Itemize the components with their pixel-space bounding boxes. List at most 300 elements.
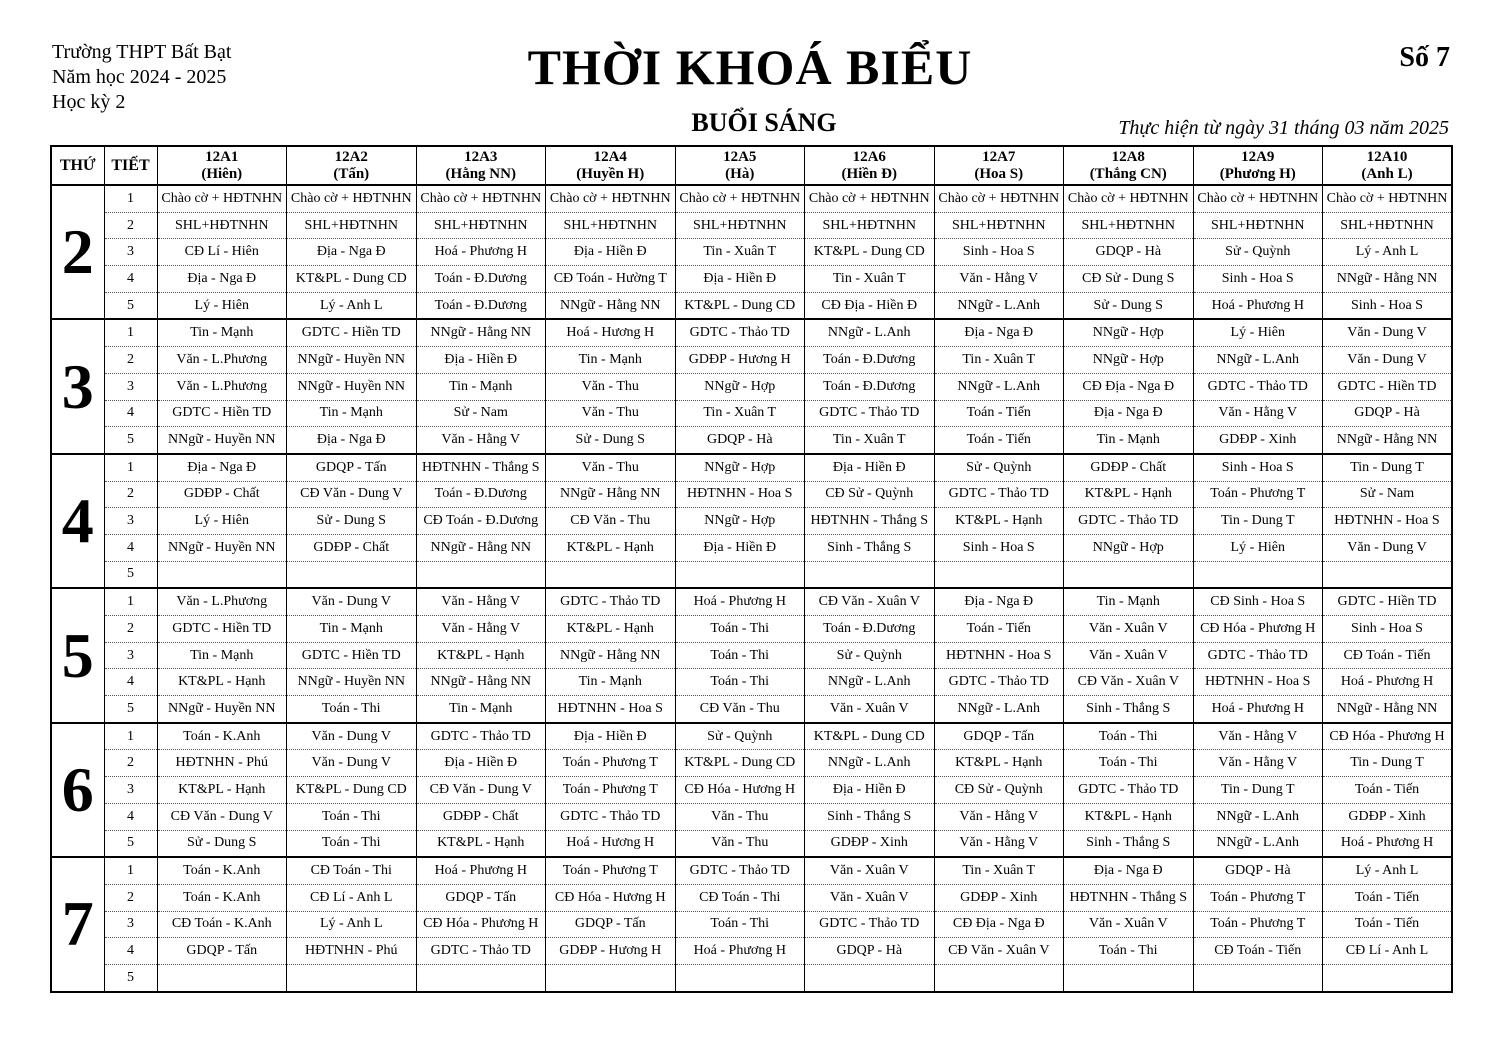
lesson-cell: Văn - Hằng V <box>934 830 1064 857</box>
lesson-cell: Tin - Xuân T <box>805 427 935 454</box>
period-cell: 4 <box>104 534 157 561</box>
day-cell: 7 <box>51 857 104 991</box>
lesson-cell: Văn - Dung V <box>287 588 417 615</box>
lesson-cell: HĐTNHN - Hoa S <box>1323 508 1453 535</box>
lesson-cell: GDTC - Thảo TD <box>934 669 1064 696</box>
lesson-cell: KT&PL - Hạnh <box>1064 481 1194 508</box>
lesson-cell: Toán - Thi <box>287 803 417 830</box>
lesson-cell: CĐ Văn - Xuân V <box>934 938 1064 965</box>
lesson-cell <box>1323 561 1453 588</box>
lesson-cell <box>416 964 546 991</box>
class-header-12a7 <box>934 146 1064 185</box>
class-name: 12A4 <box>593 148 627 165</box>
class-name: 12A8 <box>1111 148 1145 165</box>
class-name: 12A3 <box>464 148 498 165</box>
lesson-cell: KT&PL - Hạnh <box>157 669 287 696</box>
lesson-cell: Địa - Nga Đ <box>157 454 287 481</box>
lesson-cell: Tin - Dung T <box>1323 750 1453 777</box>
lesson-cell: NNgữ - L.Anh <box>805 750 935 777</box>
table-row <box>51 373 1452 400</box>
lesson-cell: HĐTNHN - Hoa S <box>546 696 676 723</box>
lesson-cell: GDTC - Thảo TD <box>805 911 935 938</box>
lesson-cell: CĐ Văn - Dung V <box>416 777 546 804</box>
lesson-cell: CĐ Văn - Dung V <box>287 481 417 508</box>
table-row <box>51 857 1452 884</box>
page-title: THỜI KHOÁ BIỂU <box>527 39 973 95</box>
lesson-cell: NNgữ - Huyền NN <box>157 427 287 454</box>
lesson-cell: Tin - Mạnh <box>157 319 287 346</box>
class-name: 12A10 <box>1366 148 1408 165</box>
lesson-cell: HĐTNHN - Thắng S <box>1064 884 1194 911</box>
lesson-cell: Sử - Quỳnh <box>934 454 1064 481</box>
lesson-cell <box>416 561 546 588</box>
lesson-cell: GDTC - Thảo TD <box>546 803 676 830</box>
lesson-cell: Tin - Mạnh <box>416 373 546 400</box>
lesson-cell: Toán - Đ.Dương <box>416 266 546 293</box>
lesson-cell: Địa - Nga Đ <box>1064 857 1194 884</box>
table-row <box>51 696 1452 723</box>
lesson-cell: GDĐP - Chất <box>416 803 546 830</box>
lesson-cell: CĐ Địa - Nga Đ <box>934 911 1064 938</box>
lesson-cell: Văn - Dung V <box>287 750 417 777</box>
lesson-cell: GDTC - Thảo TD <box>1064 777 1194 804</box>
class-name: 12A7 <box>982 148 1016 165</box>
period-cell: 1 <box>104 588 157 615</box>
lesson-cell: Sinh - Thắng S <box>1064 696 1194 723</box>
class-header-12a6 <box>805 146 935 185</box>
lesson-cell: Chào cờ + HĐTNHN <box>1064 185 1194 212</box>
lesson-cell: Sử - Dung S <box>157 830 287 857</box>
school-year: Năm học 2024 - 2025 <box>52 66 227 88</box>
lesson-cell: HĐTNHN - Hoa S <box>1193 669 1323 696</box>
lesson-cell <box>157 561 287 588</box>
lesson-cell: NNgữ - Hằng NN <box>416 669 546 696</box>
class-teacher: (Anh L) <box>1361 165 1413 182</box>
lesson-cell: NNgữ - Huyền NN <box>157 696 287 723</box>
lesson-cell: Địa - Nga Đ <box>1064 400 1194 427</box>
lesson-cell <box>1064 964 1194 991</box>
lesson-cell: Lý - Hiên <box>157 508 287 535</box>
table-row <box>51 911 1452 938</box>
table-row <box>51 642 1452 669</box>
lesson-cell: Văn - L.Phương <box>157 373 287 400</box>
lesson-cell: Toán - Thi <box>675 616 805 643</box>
semester: Học kỳ 2 <box>52 91 126 113</box>
lesson-cell: Chào cờ + HĐTNHN <box>416 185 546 212</box>
lesson-cell: Văn - Hằng V <box>934 803 1064 830</box>
lesson-cell: NNgữ - L.Anh <box>934 373 1064 400</box>
class-header-12a8 <box>1064 146 1194 185</box>
lesson-cell: SHL+HĐTNHN <box>157 212 287 239</box>
lesson-cell: CĐ Văn - Thu <box>675 696 805 723</box>
lesson-cell: Sinh - Hoa S <box>1323 616 1453 643</box>
lesson-cell: Văn - Xuân V <box>805 696 935 723</box>
lesson-cell: CĐ Toán - Thi <box>287 857 417 884</box>
lesson-cell: Địa - Nga Đ <box>934 588 1064 615</box>
lesson-cell: NNgữ - Hằng NN <box>416 319 546 346</box>
lesson-cell <box>287 964 417 991</box>
lesson-cell: CĐ Toán - Tiến <box>1193 938 1323 965</box>
period-cell: 3 <box>104 508 157 535</box>
lesson-cell: Địa - Nga Đ <box>287 427 417 454</box>
class-header-12a9 <box>1193 146 1323 185</box>
lesson-cell: KT&PL - Hạnh <box>416 830 546 857</box>
lesson-cell: Toán - Tiến <box>934 616 1064 643</box>
lesson-cell: Toán - K.Anh <box>157 884 287 911</box>
period-cell: 3 <box>104 239 157 266</box>
lesson-cell: NNgữ - Hằng NN <box>1323 427 1453 454</box>
lesson-cell: Tin - Dung T <box>1193 777 1323 804</box>
lesson-cell: CĐ Văn - Dung V <box>157 803 287 830</box>
lesson-cell: GDTC - Hiền TD <box>287 642 417 669</box>
lesson-cell: Sử - Dung S <box>1064 292 1194 319</box>
lesson-cell: SHL+HĐTNHN <box>934 212 1064 239</box>
lesson-cell: GDQP - Hà <box>1193 857 1323 884</box>
lesson-cell: GDTC - Hiền TD <box>287 319 417 346</box>
table-row <box>51 266 1452 293</box>
lesson-cell: CĐ Sử - Dung S <box>1064 266 1194 293</box>
table-row <box>51 508 1452 535</box>
period-cell: 2 <box>104 616 157 643</box>
lesson-cell: Lý - Hiên <box>1193 319 1323 346</box>
lesson-cell: Sử - Nam <box>1323 481 1453 508</box>
class-name: 12A9 <box>1241 148 1275 165</box>
class-name: 12A6 <box>852 148 886 165</box>
class-header-12a1 <box>157 146 287 185</box>
lesson-cell: NNgữ - Hợp <box>675 373 805 400</box>
lesson-cell: Văn - Dung V <box>1323 319 1453 346</box>
table-row <box>51 588 1452 615</box>
lesson-cell: GDTC - Hiền TD <box>157 616 287 643</box>
table-row <box>51 938 1452 965</box>
lesson-cell: Toán - Phương T <box>546 777 676 804</box>
table-row <box>51 561 1452 588</box>
period-cell: 1 <box>104 319 157 346</box>
period-cell: 4 <box>104 803 157 830</box>
lesson-cell: CĐ Văn - Xuân V <box>805 588 935 615</box>
lesson-cell <box>805 964 935 991</box>
table-row <box>51 319 1452 346</box>
lesson-cell: Sử - Quỳnh <box>805 642 935 669</box>
lesson-cell: GDĐP - Xinh <box>1323 803 1453 830</box>
period-cell: 1 <box>104 454 157 481</box>
lesson-cell: Chào cờ + HĐTNHN <box>1193 185 1323 212</box>
timetable <box>50 145 1453 993</box>
lesson-cell: KT&PL - Dung CD <box>287 266 417 293</box>
lesson-cell: KT&PL - Hạnh <box>934 508 1064 535</box>
lesson-cell: Văn - Xuân V <box>1064 642 1194 669</box>
period-cell: 2 <box>104 347 157 374</box>
period-cell: 1 <box>104 723 157 750</box>
lesson-cell: Tin - Mạnh <box>157 642 287 669</box>
lesson-cell: Sinh - Hoa S <box>1193 266 1323 293</box>
lesson-cell: KT&PL - Hạnh <box>546 534 676 561</box>
period-cell: 2 <box>104 750 157 777</box>
lesson-cell: NNgữ - Hằng NN <box>546 292 676 319</box>
lesson-cell: Hoá - Phương H <box>416 857 546 884</box>
lesson-cell <box>805 561 935 588</box>
lesson-cell: Hoá - Phương H <box>1323 830 1453 857</box>
lesson-cell: GDTC - Thảo TD <box>416 938 546 965</box>
lesson-cell: GDQP - Hà <box>1323 400 1453 427</box>
lesson-cell: Toán - Tiến <box>1323 884 1453 911</box>
lesson-cell <box>1323 964 1453 991</box>
period-cell: 3 <box>104 777 157 804</box>
lesson-cell: Địa - Hiền Đ <box>675 266 805 293</box>
lesson-cell: Toán - Phương T <box>546 857 676 884</box>
period-cell: 1 <box>104 857 157 884</box>
table-row <box>51 669 1452 696</box>
lesson-cell: CĐ Địa - Hiền Đ <box>805 292 935 319</box>
lesson-cell: Sinh - Hoa S <box>1193 454 1323 481</box>
lesson-cell: GDTC - Thảo TD <box>805 400 935 427</box>
lesson-cell: Toán - Phương T <box>1193 481 1323 508</box>
lesson-cell: GDĐP - Chất <box>1064 454 1194 481</box>
class-header-12a5 <box>675 146 805 185</box>
school-name: Trường THPT Bất Bạt <box>52 41 232 63</box>
lesson-cell: Toán - Phương T <box>1193 911 1323 938</box>
lesson-cell: CĐ Lí - Hiên <box>157 239 287 266</box>
lesson-cell: CĐ Văn - Xuân V <box>1064 669 1194 696</box>
lesson-cell: Tin - Mạnh <box>416 696 546 723</box>
lesson-cell: GDĐP - Chất <box>287 534 417 561</box>
lesson-cell: NNgữ - Huyền NN <box>157 534 287 561</box>
lesson-cell: Lý - Anh L <box>287 292 417 319</box>
lesson-cell: Tin - Mạnh <box>287 400 417 427</box>
lesson-cell: GDĐP - Xinh <box>805 830 935 857</box>
lesson-cell: NNgữ - Huyền NN <box>287 347 417 374</box>
lesson-cell: CĐ Hóa - Hương H <box>546 884 676 911</box>
lesson-cell: GDTC - Thảo TD <box>675 319 805 346</box>
lesson-cell: CĐ Hóa - Phương H <box>416 911 546 938</box>
lesson-cell: Toán - Tiến <box>1323 777 1453 804</box>
lesson-cell <box>934 561 1064 588</box>
table-row <box>51 292 1452 319</box>
lesson-cell: Sử - Dung S <box>287 508 417 535</box>
lesson-cell: Địa - Hiền Đ <box>675 534 805 561</box>
lesson-cell <box>546 964 676 991</box>
lesson-cell: SHL+HĐTNHN <box>805 212 935 239</box>
class-teacher: (Phương H) <box>1219 165 1296 182</box>
lesson-cell: Tin - Mạnh <box>287 616 417 643</box>
table-row <box>51 750 1452 777</box>
lesson-cell: CĐ Sử - Quỳnh <box>805 481 935 508</box>
day-cell: 6 <box>51 723 104 857</box>
class-teacher: (Tấn) <box>333 165 370 182</box>
lesson-cell: Chào cờ + HĐTNHN <box>675 185 805 212</box>
period-cell: 2 <box>104 212 157 239</box>
lesson-cell: CĐ Văn - Thu <box>546 508 676 535</box>
lesson-cell: KT&PL - Dung CD <box>805 239 935 266</box>
lesson-cell: NNgữ - Hằng NN <box>1323 696 1453 723</box>
lesson-cell: GDTC - Thảo TD <box>1193 642 1323 669</box>
class-header-12a2 <box>287 146 417 185</box>
lesson-cell: HĐTNHN - Thắng S <box>805 508 935 535</box>
period-cell: 3 <box>104 373 157 400</box>
lesson-cell: NNgữ - Hợp <box>1064 534 1194 561</box>
lesson-cell: NNgữ - Hợp <box>1064 319 1194 346</box>
lesson-cell: HĐTNHN - Phú <box>287 938 417 965</box>
lesson-cell: Sử - Dung S <box>546 427 676 454</box>
lesson-cell: CĐ Toán - Tiến <box>1323 642 1453 669</box>
period-cell: 5 <box>104 830 157 857</box>
lesson-cell: NNgữ - L.Anh <box>1193 830 1323 857</box>
period-cell: 1 <box>104 185 157 212</box>
lesson-cell: Lý - Hiên <box>1193 534 1323 561</box>
lesson-cell: NNgữ - L.Anh <box>934 696 1064 723</box>
lesson-cell: Toán - Đ.Dương <box>416 292 546 319</box>
lesson-cell: Sinh - Hoa S <box>934 534 1064 561</box>
period-cell: 5 <box>104 561 157 588</box>
table-row <box>51 400 1452 427</box>
lesson-cell: Hoá - Phương H <box>1323 669 1453 696</box>
lesson-cell: Toán - Thi <box>675 642 805 669</box>
lesson-cell: NNgữ - L.Anh <box>805 669 935 696</box>
lesson-cell: KT&PL - Dung CD <box>805 723 935 750</box>
lesson-cell: Văn - Thu <box>546 454 676 481</box>
class-header-12a4 <box>546 146 676 185</box>
lesson-cell: Văn - L.Phương <box>157 588 287 615</box>
lesson-cell: Toán - Thi <box>287 696 417 723</box>
lesson-cell: Sinh - Hoa S <box>934 239 1064 266</box>
lesson-cell: GDTC - Hiền TD <box>157 400 287 427</box>
lesson-cell: GDTC - Thảo TD <box>1193 373 1323 400</box>
lesson-cell: SHL+HĐTNHN <box>1064 212 1194 239</box>
lesson-cell: Lý - Anh L <box>1323 857 1453 884</box>
lesson-cell: Sử - Quỳnh <box>675 723 805 750</box>
lesson-cell: Văn - Xuân V <box>1064 911 1194 938</box>
lesson-cell: Sử - Quỳnh <box>1193 239 1323 266</box>
lesson-cell: Văn - Thu <box>675 803 805 830</box>
lesson-cell <box>934 964 1064 991</box>
lesson-cell: GDĐP - Xinh <box>934 884 1064 911</box>
lesson-cell: Hoá - Phương H <box>416 239 546 266</box>
period-cell: 2 <box>104 884 157 911</box>
sheet-number: Số 7 <box>1399 42 1450 73</box>
lesson-cell: Hoá - Hương H <box>546 830 676 857</box>
lesson-cell: NNgữ - Hằng NN <box>546 481 676 508</box>
lesson-cell: HĐTNHN - Hoa S <box>675 481 805 508</box>
lesson-cell: HĐTNHN - Thắng S <box>416 454 546 481</box>
lesson-cell <box>1064 561 1194 588</box>
class-teacher: (Hiền Đ) <box>841 165 897 182</box>
lesson-cell: CĐ Hóa - Phương H <box>1193 616 1323 643</box>
lesson-cell: Toán - Đ.Dương <box>805 373 935 400</box>
lesson-cell: SHL+HĐTNHN <box>1323 212 1453 239</box>
class-name: 12A1 <box>205 148 239 165</box>
lesson-cell: NNgữ - Hợp <box>675 454 805 481</box>
lesson-cell: Tin - Mạnh <box>546 669 676 696</box>
lesson-cell: GDĐP - Chất <box>157 481 287 508</box>
lesson-cell: KT&PL - Hạnh <box>546 616 676 643</box>
lesson-cell: Chào cờ + HĐTNHN <box>934 185 1064 212</box>
lesson-cell: GDTC - Thảo TD <box>1064 508 1194 535</box>
lesson-cell: CĐ Địa - Nga Đ <box>1064 373 1194 400</box>
lesson-cell: SHL+HĐTNHN <box>675 212 805 239</box>
lesson-cell: Sinh - Hoa S <box>1323 292 1453 319</box>
lesson-cell: Địa - Hiền Đ <box>416 347 546 374</box>
lesson-cell: NNgữ - L.Anh <box>805 319 935 346</box>
lesson-cell: GDĐP - Hương H <box>546 938 676 965</box>
lesson-cell: GDTC - Thảo TD <box>416 723 546 750</box>
lesson-cell: NNgữ - L.Anh <box>1193 803 1323 830</box>
lesson-cell: KT&PL - Dung CD <box>675 750 805 777</box>
lesson-cell: Tin - Xuân T <box>675 400 805 427</box>
lesson-cell: Văn - Hằng V <box>1193 723 1323 750</box>
lesson-cell: NNgữ - Hằng NN <box>1323 266 1453 293</box>
lesson-cell: Lý - Anh L <box>1323 239 1453 266</box>
table-row <box>51 777 1452 804</box>
table-row <box>51 347 1452 374</box>
table-row <box>51 830 1452 857</box>
lesson-cell <box>546 561 676 588</box>
lesson-cell: Văn - Hằng V <box>934 266 1064 293</box>
lesson-cell: SHL+HĐTNHN <box>546 212 676 239</box>
lesson-cell: Văn - Hằng V <box>416 588 546 615</box>
lesson-cell: GDĐP - Xinh <box>1193 427 1323 454</box>
period-cell: 3 <box>104 642 157 669</box>
lesson-cell: CĐ Toán - Thi <box>675 884 805 911</box>
lesson-cell: Hoá - Hương H <box>546 319 676 346</box>
period-cell: 3 <box>104 911 157 938</box>
period-cell: 5 <box>104 964 157 991</box>
lesson-cell: Lý - Hiên <box>157 292 287 319</box>
lesson-cell: Văn - Hằng V <box>416 427 546 454</box>
lesson-cell: Tin - Mạnh <box>1064 588 1194 615</box>
lesson-cell: CĐ Sinh - Hoa S <box>1193 588 1323 615</box>
lesson-cell: KT&PL - Hạnh <box>1064 803 1194 830</box>
table-row <box>51 185 1452 212</box>
period-cell: 4 <box>104 400 157 427</box>
lesson-cell: Toán - Phương T <box>1193 884 1323 911</box>
lesson-cell: Tin - Mạnh <box>546 347 676 374</box>
lesson-cell: Toán - Thi <box>1064 750 1194 777</box>
lesson-cell: Toán - Thi <box>1064 938 1194 965</box>
lesson-cell: GDQP - Hà <box>675 427 805 454</box>
lesson-cell: CĐ Sử - Quỳnh <box>934 777 1064 804</box>
lesson-cell: Văn - Xuân V <box>805 884 935 911</box>
lesson-cell: Toán - Thi <box>675 669 805 696</box>
lesson-cell: NNgữ - Huyền NN <box>287 669 417 696</box>
period-cell: 5 <box>104 292 157 319</box>
lesson-cell <box>1193 964 1323 991</box>
lesson-cell: Địa - Hiền Đ <box>546 239 676 266</box>
lesson-cell: Văn - Xuân V <box>805 857 935 884</box>
lesson-cell: Văn - Hằng V <box>1193 400 1323 427</box>
lesson-cell: Tin - Dung T <box>1193 508 1323 535</box>
lesson-cell: Hoá - Phương H <box>675 938 805 965</box>
lesson-cell: Văn - Hằng V <box>416 616 546 643</box>
lesson-cell: Văn - Dung V <box>1323 347 1453 374</box>
lesson-cell: Toán - Phương T <box>546 750 676 777</box>
table-row <box>51 454 1452 481</box>
table-row <box>51 481 1452 508</box>
period-cell: 4 <box>104 938 157 965</box>
lesson-cell: Chào cờ + HĐTNHN <box>546 185 676 212</box>
lesson-cell: KT&PL - Hạnh <box>416 642 546 669</box>
session-label: BUỔI SÁNG <box>691 108 837 137</box>
class-teacher: (Hằng NN) <box>445 165 516 182</box>
lesson-cell: GDQP - Tấn <box>416 884 546 911</box>
lesson-cell: Lý - Anh L <box>287 911 417 938</box>
lesson-cell: Sinh - Thắng S <box>805 534 935 561</box>
class-teacher: (Hiên) <box>201 165 243 182</box>
lesson-cell: Toán - Đ.Dương <box>805 616 935 643</box>
class-teacher: (Thắng CN) <box>1089 165 1167 182</box>
lesson-cell: Tin - Xuân T <box>805 266 935 293</box>
lesson-cell: NNgữ - Hằng NN <box>546 642 676 669</box>
lesson-cell: GDTC - Hiền TD <box>1323 588 1453 615</box>
